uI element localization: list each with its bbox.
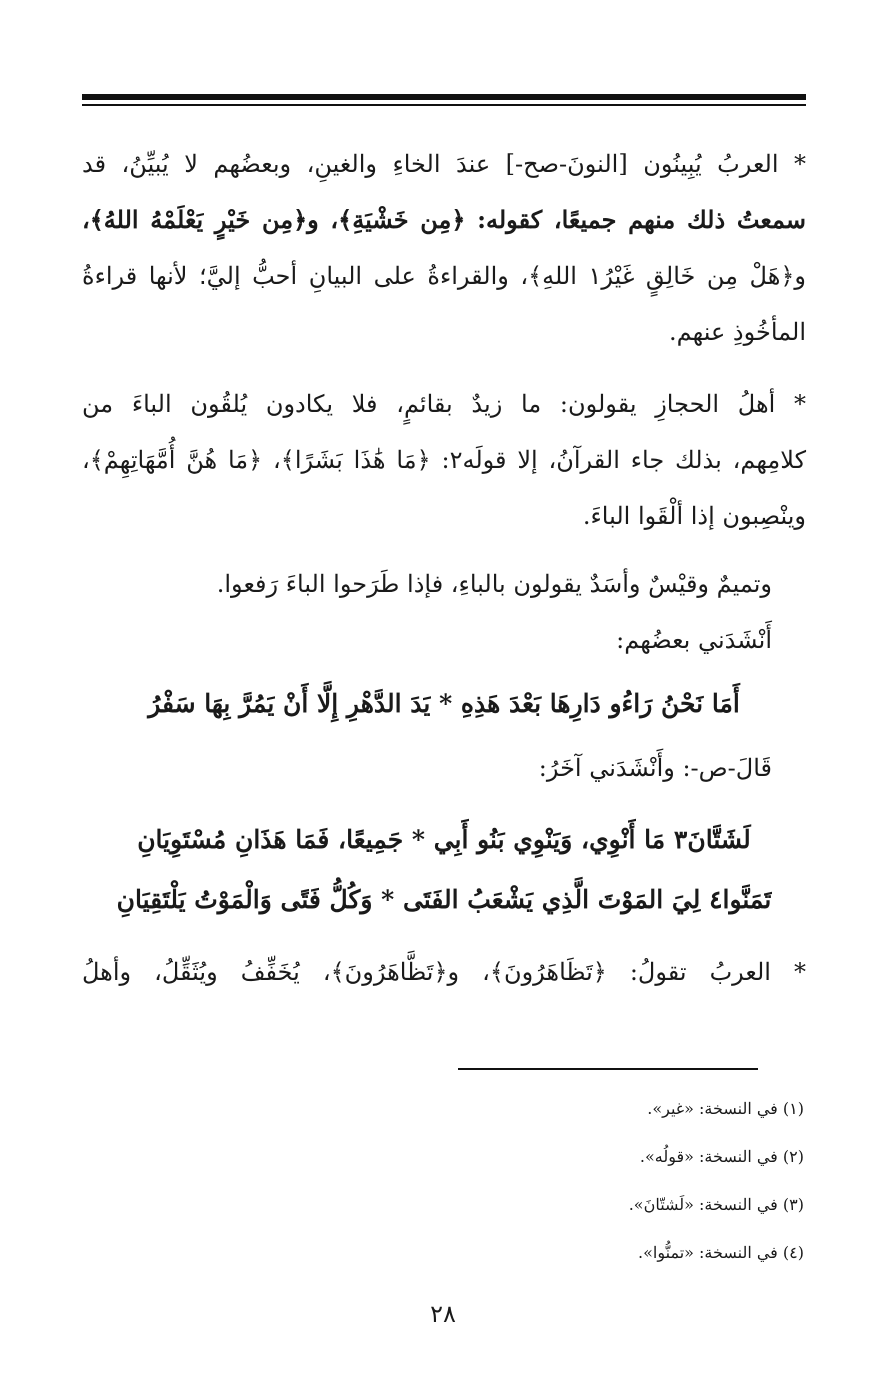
footnote-3: (٣) في النسخة: «لَشتّانَ». — [628, 1195, 804, 1214]
text-line-2: سمعتُ ذلك منهم جميعًا، كقوله: ﴿مِن خَشْيَةِ﴾، و﴿مِن خَيْرٍ يَعْلَمْهُ اللهُ﴾، — [82, 205, 806, 234]
text-line-5: * أهلُ الحجازِ يقولون: ما زيدٌ بقائمٍ، فلا يكادون يُلقُون الباءَ من — [82, 390, 806, 418]
footnote-4: (٤) في النسخة: «تمنُّوا». — [638, 1243, 804, 1262]
page-number: ٢٨ — [430, 1300, 456, 1328]
text-line-1: * العربُ يُبِينُون [النونَ-صح-] عندَ الخاءِ والغينِ، وبعضُهم لا يُبيِّنُ، قد — [82, 150, 806, 178]
footnote-2: (٢) في النسخة: «قولُه». — [639, 1147, 804, 1166]
text-line-4: المأخُوذِ عنهم. — [669, 318, 806, 346]
poem-verse-1: أَمَا نَحْنُ رَاءُو دَارِهَا بَعْدَ هَذِهِ * يَدَ الدَّهْرِ إِلَّا أَنْ يَمُرَّ بِهَا سَفْرُ — [148, 689, 740, 718]
footnote-1: (١) في النسخة: «غير». — [647, 1099, 804, 1118]
text-line-9: أَنْشَدَني بعضُهم: — [616, 626, 772, 654]
text-line-8: وتميمٌ وقيْسٌ وأسَدٌ يقولون بالباءِ، فإذا طَرَحوا الباءَ رَفعوا. — [216, 570, 772, 598]
text-line-6: كلامِهم، بذلك جاء القرآنُ، إلا قولَه٢: ﴿مَا هَٰذَا بَشَرًا﴾، ﴿مَا هُنَّ أُمَّهَاتِهِمْ﴾، — [82, 446, 806, 474]
poem-verse-3: تَمَنَّوا٤ لِيَ المَوْتَ الَّذِي يَشْعَبُ الفَتَى * وَكُلُّ فَتًى وَالْمَوْتُ يَلْتَقِيَانِ — [116, 885, 772, 914]
header-rule-thin — [82, 104, 806, 106]
text-line-7: وينْصِبون إذا ألْقَوا الباءَ. — [582, 502, 806, 530]
text-line-11: * العربُ تقولُ: ﴿تَظَاهَرُونَ﴾، و﴿تَظَّاهَرُونَ﴾، يُخَفِّفُ ويُثَقِّلُ، وأهلُ — [82, 958, 806, 986]
text-line-3: و﴿هَلْ مِن خَالِقٍ غَيْرُ١ اللهِ﴾، والقراءةُ على البيانِ أحبُّ إليَّ؛ لأنها قراءةُ — [82, 262, 806, 290]
text-line-10: قَالَ-ص-: وأَنْشَدَني آخَرُ: — [538, 754, 772, 782]
poem-verse-2: لَشَتَّانَ٣ مَا أَنْوِي، وَيَنْوِي بَنُو أَبِي * جَمِيعًا، فَمَا هَذَانِ مُسْتَوِيَانِ — [137, 825, 751, 854]
header-rule-thick — [82, 94, 806, 100]
footnote-separator — [458, 1068, 758, 1070]
